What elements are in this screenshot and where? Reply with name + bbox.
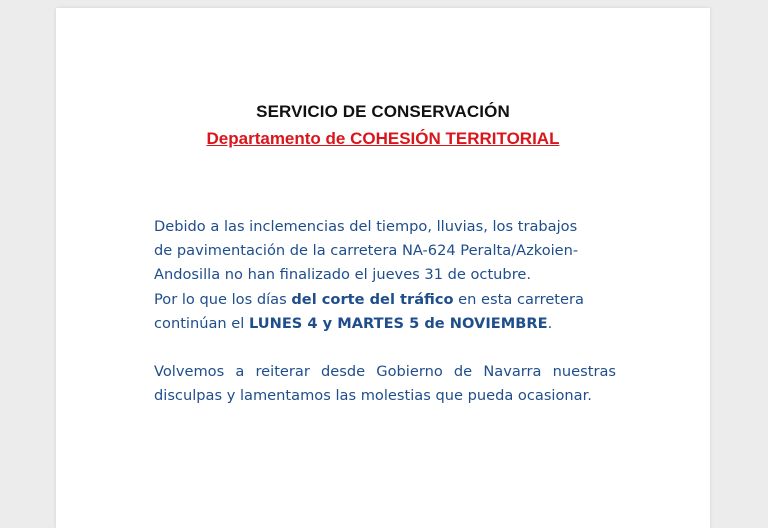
notice-body — [154, 215, 616, 408]
apology-paragraph: Volvemos a reiterar desde Gobierno de Navarra nuestras disculpas y lamentamos las molestias que pueda ocasionar. — [154, 363, 616, 405]
notice-text: Por lo que los días — [154, 290, 292, 308]
notice-emphasis-dates: LUNES 4 y MARTES 5 de NOVIEMBRE — [248, 314, 548, 332]
paragraph-gap — [154, 336, 616, 360]
notice-emphasis: del corte del tráfico — [291, 290, 454, 308]
notice-text: . — [547, 314, 553, 332]
notice-line — [154, 288, 616, 312]
notice-line — [154, 312, 616, 336]
notice-line: de pavimentación de la carretera NA-624 Peralta/Azkoien- — [154, 242, 579, 260]
department-subtitle: Departamento de COHESIÓN TERRITORIAL — [206, 129, 560, 148]
notice-text: continúan el — [154, 314, 249, 332]
notice-line: Debido a las inclemencias del tiempo, lluvias, los trabajos — [154, 218, 578, 235]
notice-text: en esta carretera — [453, 290, 584, 308]
page-title: SERVICIO DE CONSERVACIÓN — [256, 102, 510, 121]
document-page — [56, 8, 710, 528]
notice-line: Andosilla no han finalizado el jueves 31 de octubre. — [154, 266, 531, 284]
